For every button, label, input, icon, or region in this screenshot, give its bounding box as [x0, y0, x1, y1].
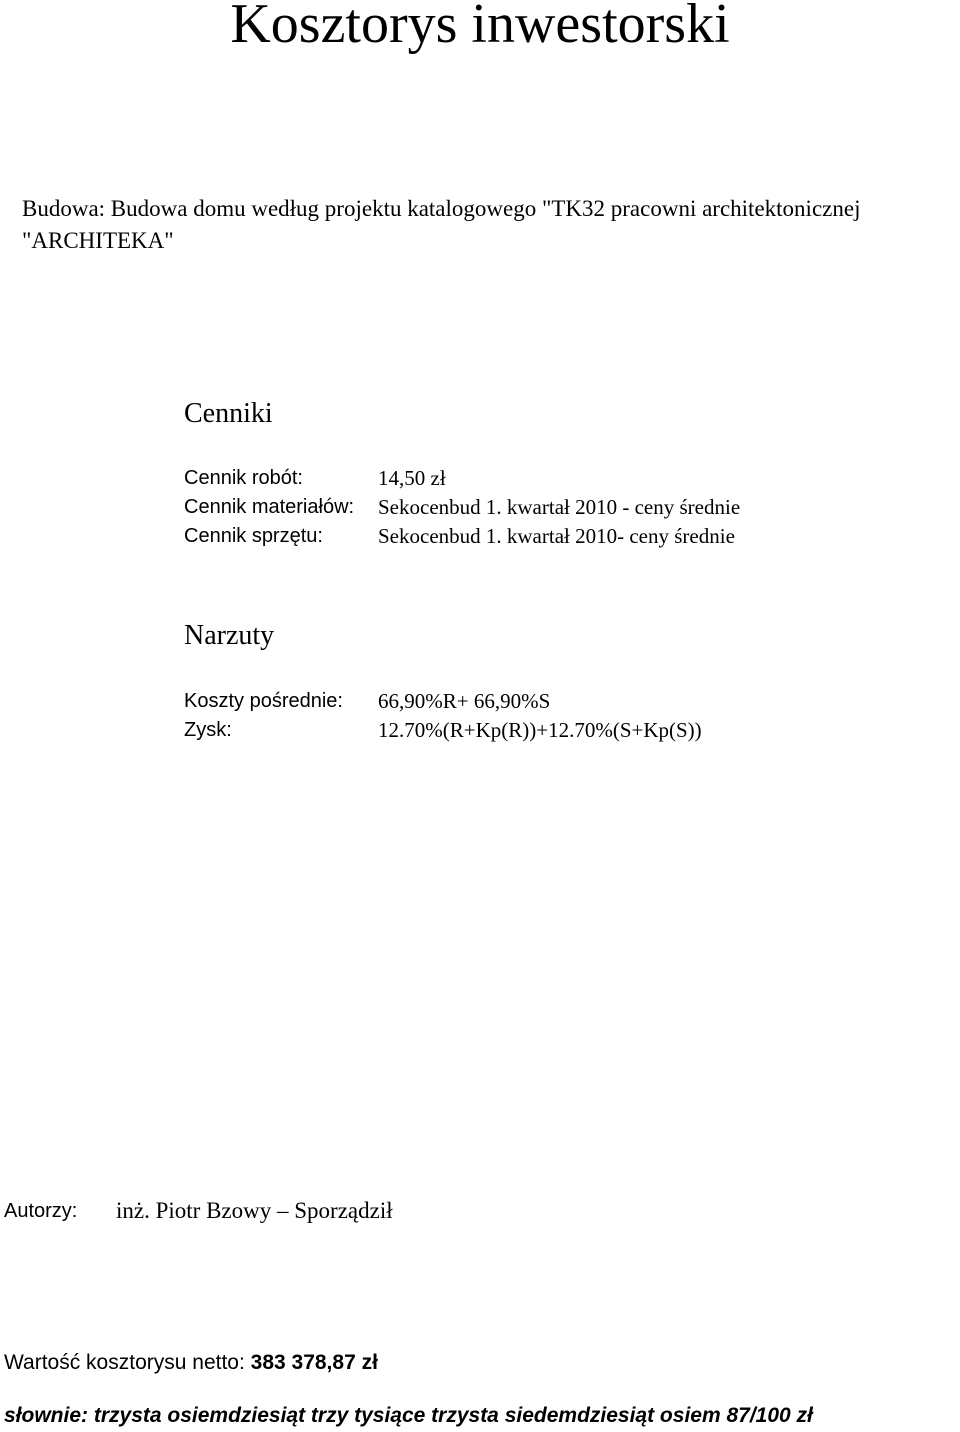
narzuty-heading: Narzuty — [184, 620, 275, 651]
autorzy-value: inż. Piotr Bzowy – Sporządził — [116, 1198, 393, 1223]
koszty-posrednie-value: 66,90%R+ 66,90%S — [378, 689, 551, 713]
budowa-line-2: "ARCHITEKA" — [22, 228, 174, 253]
wartosc-amount: 383 378,87 zł — [250, 1351, 378, 1374]
cennik-robot-label: Cennik robót: — [184, 467, 303, 489]
cenniki-heading: Cenniki — [184, 398, 273, 429]
kwota-slownie: słownie: trzysta osiemdziesiąt trzy tysiące trzysta siedemdziesiąt osiem 87/100 zł — [4, 1404, 813, 1427]
wartosc-kosztorysu-netto — [4, 1348, 378, 1378]
zysk-value: 12.70%(R+Kp(R))+12.70%(S+Kp(S)) — [378, 718, 702, 742]
cennik-sprzetu-value: Sekocenbud 1. kwartał 2010- ceny średnie — [378, 524, 735, 548]
cennik-robot-value: 14,50 zł — [378, 466, 446, 490]
document-title: Kosztorys inwestorski — [230, 0, 730, 55]
cennik-materialow-value: Sekocenbud 1. kwartał 2010 - ceny średnie — [378, 495, 741, 519]
cennik-sprzetu-label: Cennik sprzętu: — [184, 525, 323, 547]
budowa-line-1: Budowa: Budowa domu według projektu katalogowego "TK32 pracowni architektonicznej — [22, 196, 861, 221]
wartosc-label: Wartość kosztorysu netto: — [4, 1351, 251, 1374]
autorzy-label: Autorzy: — [4, 1200, 78, 1222]
koszty-posrednie-label: Koszty pośrednie: — [184, 690, 343, 712]
zysk-label: Zysk: — [184, 719, 232, 741]
cennik-materialow-label: Cennik materiałów: — [184, 496, 355, 518]
